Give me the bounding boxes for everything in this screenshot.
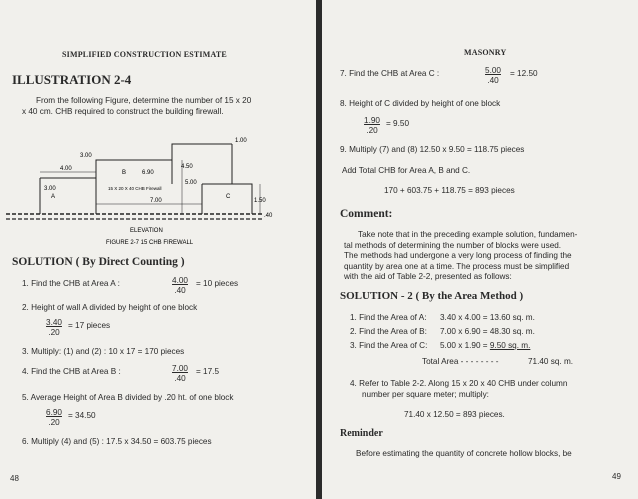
comment-title: Comment: (340, 208, 393, 220)
total-area-value: 71.40 sq. m. (528, 357, 574, 366)
add-text: Add Total CHB for Area A, B and C. (342, 166, 471, 175)
reminder-line-1: Before estimating the quantity of concrete hollow blocks, be (356, 449, 572, 458)
dim-300-top: 3.00 (80, 153, 92, 159)
right-page (322, 0, 638, 499)
dim-top-right: 1.00 (235, 138, 247, 144)
refer-line-1: 4. Refer to Table 2-2. Along 15 x 20 x 40 CHB under column (350, 379, 568, 388)
step-2-result: = 17 pieces (68, 321, 111, 330)
elevation-label: ELEVATION (130, 228, 163, 234)
comment-line-1: Take note that in the preceding example solution, fundamen- (358, 230, 578, 239)
solution-2-title: SOLUTION - 2 ( By the Area Method ) (340, 290, 524, 302)
page-number-right: 49 (612, 472, 621, 481)
total-area-label: Total Area - - - - - - - - (422, 357, 499, 366)
step-5-text: 5. Average Height of Area B divided by .20 ht. of one block (22, 393, 234, 402)
step-5-num: 6.90 (46, 408, 62, 417)
step-1-num: 4.00 (172, 276, 188, 285)
area-step-2-label: 2. Find the Area of B: (350, 327, 427, 336)
running-head-right: MASONRY (464, 48, 507, 57)
figure-caption: FIGURE 2-7 15 CHB FIREWALL (106, 240, 194, 246)
sum-text: 170 + 603.75 + 118.75 = 893 pieces (384, 186, 515, 195)
step-8-text: 8. Height of C divided by height of one block (340, 99, 501, 108)
step-4-num: 7.00 (172, 364, 188, 373)
solution-title: SOLUTION ( By Direct Counting ) (12, 256, 185, 268)
step-4-den: .40 (174, 374, 186, 383)
step-1-den: .40 (174, 286, 186, 295)
comment-line-2: tal methods of determining the number of blocks were used. (344, 240, 562, 250)
running-head: SIMPLIFIED CONSTRUCTION ESTIMATE (62, 50, 227, 59)
dim-400: 4.00 (60, 166, 72, 172)
step-2-num: 3.40 (46, 318, 62, 327)
step-7-text: 7. Find the CHB at Area C : (340, 69, 440, 78)
dim-300-left: 3.00 (44, 186, 56, 192)
dim-450: 4.50 (181, 164, 193, 170)
area-step-1-value: 3.40 x 4.00 = 13.60 sq. m. (440, 313, 535, 322)
step-5-result: = 34.50 (68, 411, 96, 420)
area-step-3-result: 9.50 sq. m. (489, 341, 531, 350)
step-7-result: = 12.50 (510, 69, 538, 78)
firewall-elevation-drawing (0, 122, 316, 247)
intro-line-2: x 40 cm. CHB required to construct the building firewall. (22, 107, 224, 116)
step-7-num: 5.00 (485, 66, 501, 75)
refer-calc: 71.40 x 12.50 = 893 pieces. (404, 410, 505, 419)
step-2-den: .20 (48, 328, 60, 337)
area-step-3-label: 3. Find the Area of C: (350, 341, 428, 350)
dim-700: 7.00 (150, 198, 162, 204)
intro-line-1: From the following Figure, determine the number of 15 x 20 (36, 96, 252, 105)
area-a: A (51, 194, 56, 200)
step-1-fraction (170, 276, 190, 296)
area-c: C (226, 194, 231, 200)
step-2-text: 2. Height of wall A divided by height of one block (22, 303, 198, 312)
area-step-3-value (440, 340, 530, 351)
dim-500: 5.00 (185, 180, 197, 186)
step-6-text: 6. Multiply (4) and (5) : 17.5 x 34.50 = 603.75 pieces (22, 437, 212, 446)
page-number-left: 48 (10, 474, 19, 483)
step-9-text: 9. Multiply (7) and (8) 12.50 x 9.50 = 118.75 pieces (340, 145, 525, 154)
chb-label: 15 X 20 X 40 CHB Firewall (108, 186, 162, 191)
comment-line-3: The methods had undergone a very long process of finding the (344, 251, 572, 260)
area-step-1-label: 1. Find the Area of A: (350, 313, 427, 322)
step-4-fraction (170, 364, 190, 384)
illustration-title: ILLUSTRATION 2-4 (12, 72, 132, 87)
step-8-result: = 9.50 (386, 119, 409, 128)
comment-line-4: quantity by area one at a time. The process must be simplified (344, 261, 570, 271)
step-1-result: = 10 pieces (196, 279, 239, 288)
reminder-title: Reminder (340, 428, 383, 439)
step-5-fraction (44, 408, 64, 428)
comment-paragraph (344, 230, 634, 283)
step-5-den: .20 (48, 418, 60, 427)
step-4-result: = 17.5 (196, 367, 219, 376)
step-2-fraction (44, 318, 64, 338)
step-3-text: 3. Multiply: (1) and (2) : 10 x 17 = 170 pieces (22, 347, 185, 356)
comment-line-5: with the aid of Table 2-2, presented as follows: (344, 272, 512, 281)
left-page (0, 0, 316, 499)
area-step-3-calc: 5.00 x 1.90 = (440, 341, 490, 350)
firewall-figure (0, 122, 316, 247)
dim-690: 6.90 (142, 170, 154, 176)
step-8-fraction (362, 116, 382, 136)
area-step-2-value: 7.00 x 6.90 = 48.30 sq. m. (440, 327, 535, 336)
step-1-text: 1. Find the CHB at Area A : (22, 279, 120, 288)
refer-line-2: number per square meter; multiply: (362, 390, 489, 399)
step-4-text: 4. Find the CHB at Area B : (22, 367, 121, 376)
step-8-den: .20 (366, 126, 378, 135)
step-7-fraction (482, 66, 504, 86)
dim-040: .40 (264, 213, 273, 219)
area-b: B (122, 170, 127, 176)
dim-150: 1.50 (254, 198, 266, 204)
step-7-den: .40 (487, 76, 499, 85)
step-8-num: 1.90 (364, 116, 380, 125)
